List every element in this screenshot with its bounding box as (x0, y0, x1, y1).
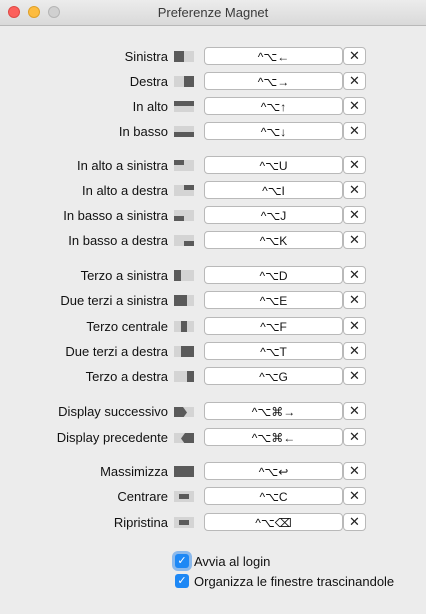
shortcut-recorder-field[interactable]: ^⌥G (204, 367, 343, 385)
shortcut-recorder-field[interactable]: ^⌥⌘→ (204, 402, 343, 420)
shortcut-row (0, 428, 426, 447)
third-right-icon (174, 371, 194, 382)
clear-shortcut-button[interactable]: ✕ (343, 367, 366, 385)
clear-shortcut-button[interactable]: ✕ (343, 266, 366, 284)
shortcut-recorder-field[interactable]: ^⌥J (204, 206, 343, 224)
launch-at-login-checkbox[interactable]: ✓ (175, 554, 189, 568)
shortcut-recorder-field[interactable]: ^⌥⌘← (204, 428, 343, 446)
shortcut-label: Massimizza (100, 464, 168, 479)
drag-snapping-label: Organizza le finestre trascinandole (194, 574, 395, 589)
shortcut-label: Sinistra (124, 49, 168, 64)
shortcut-label: Terzo a destra (85, 369, 168, 384)
shortcut-label: Ripristina (113, 515, 168, 530)
third-left-icon (174, 270, 194, 281)
shortcut-recorder-field[interactable]: ^⌥E (204, 291, 343, 309)
shortcut-label: In alto a sinistra (76, 158, 168, 173)
shortcut-row (0, 122, 426, 141)
shortcut-label: In basso (118, 124, 168, 139)
shortcut-row (0, 156, 426, 175)
quarter-top-left-icon (174, 160, 194, 171)
quarter-top-right-icon (174, 185, 194, 196)
drag-snapping-checkbox[interactable]: ✓ (175, 574, 189, 588)
shortcut-label: In alto (132, 99, 168, 114)
clear-shortcut-button[interactable]: ✕ (343, 122, 366, 140)
shortcut-row (0, 266, 426, 285)
shortcut-row (0, 462, 426, 481)
clear-shortcut-button[interactable]: ✕ (343, 206, 366, 224)
shortcut-recorder-field[interactable]: ^⌥I (204, 181, 343, 199)
two-thirds-left-icon (174, 295, 194, 306)
shortcut-row (0, 47, 426, 66)
title-bar (0, 0, 426, 26)
clear-shortcut-button[interactable]: ✕ (343, 402, 366, 420)
clear-shortcut-button[interactable]: ✕ (343, 72, 366, 90)
shortcut-row (0, 181, 426, 200)
third-center-icon (174, 321, 194, 332)
shortcut-label: Due terzi a destra (65, 344, 168, 359)
maximize-icon (174, 466, 194, 477)
shortcut-recorder-field[interactable]: ^⌥↑ (204, 97, 343, 115)
shortcut-recorder-field[interactable]: ^⌥C (204, 487, 343, 505)
clear-shortcut-button[interactable]: ✕ (343, 97, 366, 115)
clear-shortcut-button[interactable]: ✕ (343, 487, 366, 505)
shortcut-row (0, 367, 426, 386)
next-display-icon (174, 406, 194, 417)
shortcut-row (0, 487, 426, 506)
shortcut-label: In alto a destra (82, 183, 168, 198)
shortcut-row (0, 97, 426, 116)
shortcut-recorder-field[interactable]: ^⌥← (204, 47, 343, 65)
clear-shortcut-button[interactable]: ✕ (343, 342, 366, 360)
two-thirds-right-icon (174, 346, 194, 357)
shortcut-label: In basso a sinistra (63, 208, 168, 223)
clear-shortcut-button[interactable]: ✕ (343, 513, 366, 531)
shortcut-label: Terzo a sinistra (80, 268, 168, 283)
clear-shortcut-button[interactable]: ✕ (343, 181, 366, 199)
quarter-bottom-left-icon (174, 210, 194, 221)
clear-shortcut-button[interactable]: ✕ (343, 231, 366, 249)
shortcut-recorder-field[interactable]: ^⌥↓ (204, 122, 343, 140)
shortcut-recorder-field[interactable]: ^⌥⌫ (204, 513, 343, 531)
shortcut-recorder-field[interactable]: ^⌥U (204, 156, 343, 174)
shortcut-label: Terzo centrale (86, 319, 168, 334)
shortcut-label: Centrare (117, 489, 168, 504)
shortcut-row (0, 342, 426, 361)
shortcut-recorder-field[interactable]: ^⌥T (204, 342, 343, 360)
window-title: Preferenze Magnet (157, 5, 269, 20)
clear-shortcut-button[interactable]: ✕ (343, 156, 366, 174)
shortcut-recorder-field[interactable]: ^⌥K (204, 231, 343, 249)
shortcut-row (0, 206, 426, 225)
shortcut-row (0, 72, 426, 91)
clear-shortcut-button[interactable]: ✕ (343, 47, 366, 65)
clear-shortcut-button[interactable]: ✕ (343, 462, 366, 480)
shortcut-label: In basso a destra (68, 233, 168, 248)
half-left-icon (174, 51, 194, 62)
clear-shortcut-button[interactable]: ✕ (343, 317, 366, 335)
shortcut-recorder-field[interactable]: ^⌥→ (204, 72, 343, 90)
shortcut-recorder-field[interactable]: ^⌥D (204, 266, 343, 284)
clear-shortcut-button[interactable]: ✕ (343, 291, 366, 309)
center-icon (174, 491, 194, 502)
shortcut-row (0, 317, 426, 336)
restore-icon (174, 517, 194, 528)
shortcut-label: Display precedente (56, 430, 168, 445)
launch-at-login-label: Avvia al login (194, 554, 271, 569)
shortcut-label: Display successivo (58, 404, 168, 419)
shortcut-row (0, 231, 426, 250)
half-top-icon (174, 101, 194, 112)
shortcut-row (0, 402, 426, 421)
shortcut-row (0, 513, 426, 532)
previous-display-icon (174, 432, 194, 443)
shortcut-recorder-field[interactable]: ^⌥↩ (204, 462, 343, 480)
clear-shortcut-button[interactable]: ✕ (343, 428, 366, 446)
half-right-icon (174, 76, 194, 87)
shortcut-label: Destra (129, 74, 168, 89)
shortcut-recorder-field[interactable]: ^⌥F (204, 317, 343, 335)
half-bottom-icon (174, 126, 194, 137)
shortcut-label: Due terzi a sinistra (60, 293, 168, 308)
shortcut-row (0, 291, 426, 310)
quarter-bottom-right-icon (174, 235, 194, 246)
